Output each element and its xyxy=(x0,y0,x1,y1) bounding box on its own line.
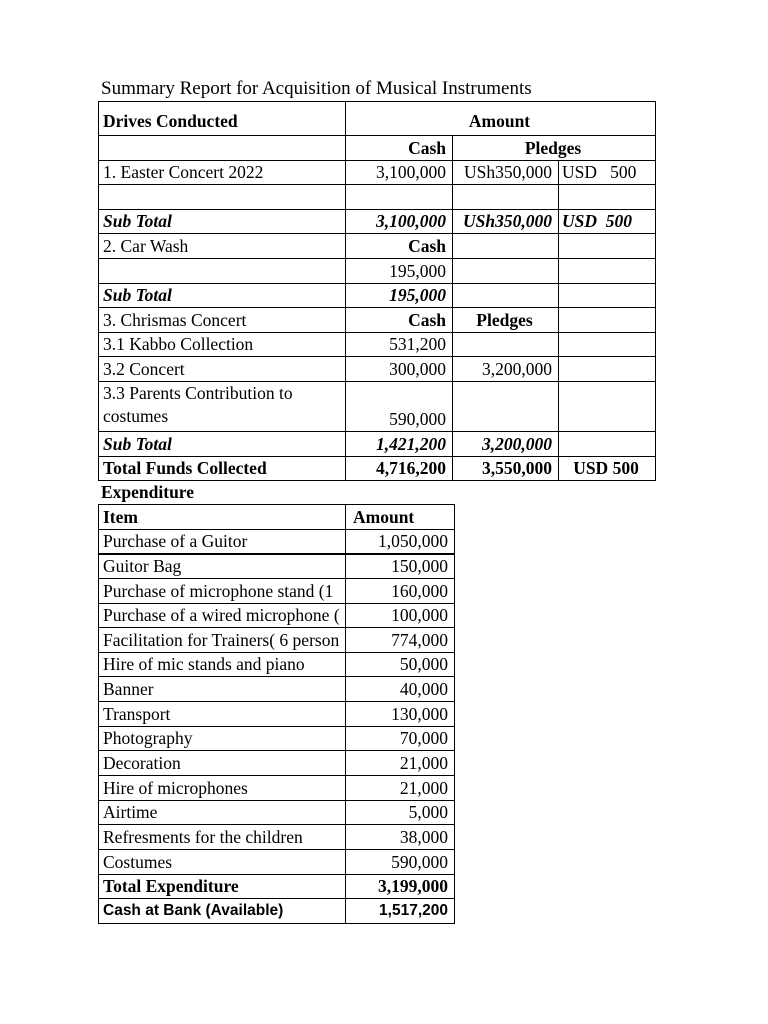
total-expenditure-label: Total Expenditure xyxy=(99,874,346,899)
empty-cell xyxy=(453,258,559,283)
parents-contribution-label: 3.3 Parents Contribution to costumes xyxy=(99,381,346,431)
item-label: Hire of mic stands and piano xyxy=(99,652,346,677)
item-label: Airtime xyxy=(99,800,346,825)
item-amount: 21,000 xyxy=(346,751,455,776)
income-header-row xyxy=(99,102,656,136)
table-row xyxy=(99,751,455,776)
income-subheader-row xyxy=(99,136,656,161)
total-funds-label: Total Funds Collected xyxy=(99,456,346,481)
easter-subtotal-cash: 3,100,000 xyxy=(346,209,453,234)
item-label: Banner xyxy=(99,677,346,702)
empty-cell xyxy=(99,258,346,283)
empty-cell xyxy=(559,185,656,210)
expenditure-section-label: Expenditure xyxy=(101,482,195,502)
concert-row xyxy=(99,357,656,382)
empty-cell xyxy=(559,234,656,259)
parents-contribution-cash: 590,000 xyxy=(346,381,453,431)
total-expenditure-row xyxy=(99,874,455,899)
item-label: Purchase of microphone stand (1 xyxy=(99,578,346,603)
christmas-pledges-header: Pledges xyxy=(453,308,559,333)
car-wash-row xyxy=(99,234,656,259)
item-label: Guitor Bag xyxy=(99,554,346,579)
item-label: Refresments for the children xyxy=(99,825,346,850)
table-row xyxy=(99,726,455,751)
parents-contribution-row xyxy=(99,381,656,431)
item-amount: 1,050,000 xyxy=(346,529,455,554)
table-row xyxy=(99,825,455,850)
cash-at-bank-label: Cash at Bank (Available) xyxy=(99,899,346,924)
table-row xyxy=(99,776,455,801)
item-amount: 40,000 xyxy=(346,677,455,702)
easter-subtotal-usd: USD 500 xyxy=(559,209,656,234)
subtotal-label: Sub Total xyxy=(99,283,346,308)
item-amount: 5,000 xyxy=(346,800,455,825)
empty-cell xyxy=(453,381,559,431)
kabbo-collection-cash: 531,200 xyxy=(346,332,453,357)
item-amount: 50,000 xyxy=(346,652,455,677)
item-amount: 70,000 xyxy=(346,726,455,751)
easter-subtotal-pledges: USh350,000 xyxy=(453,209,559,234)
cash-at-bank-row xyxy=(99,899,455,924)
item-amount: 130,000 xyxy=(346,702,455,727)
amount-header: Amount xyxy=(346,102,656,136)
report-title: Summary Report for Acquisition of Musical Instruments xyxy=(101,78,532,99)
empty-cell xyxy=(559,332,656,357)
item-label: Hire of microphones xyxy=(99,776,346,801)
easter-concert-usd: USD 500 xyxy=(559,160,656,185)
item-header: Item xyxy=(99,505,346,530)
expenditure-table xyxy=(98,504,455,924)
empty-row xyxy=(99,185,656,210)
empty-cell xyxy=(453,234,559,259)
empty-cell xyxy=(453,283,559,308)
easter-concert-label: 1. Easter Concert 2022 xyxy=(99,160,346,185)
concert-cash: 300,000 xyxy=(346,357,453,382)
empty-cell xyxy=(453,185,559,210)
item-amount: 150,000 xyxy=(346,554,455,579)
subtotal-label: Sub Total xyxy=(99,209,346,234)
item-amount: 590,000 xyxy=(346,849,455,874)
pledges-header: Pledges xyxy=(453,136,656,161)
empty-cell xyxy=(99,185,346,210)
item-label: Purchase of a wired microphone ( xyxy=(99,603,346,628)
total-funds-pledges: 3,550,000 xyxy=(453,456,559,481)
christmas-concert-label: 3. Chrismas Concert xyxy=(99,308,346,333)
car-wash-amount-row xyxy=(99,258,656,283)
table-row xyxy=(99,800,455,825)
easter-concert-cash: 3,100,000 xyxy=(346,160,453,185)
car-wash-cash: 195,000 xyxy=(346,258,453,283)
car-wash-label: 2. Car Wash xyxy=(99,234,346,259)
christmas-subtotal-pledges: 3,200,000 xyxy=(453,431,559,456)
table-row xyxy=(99,849,455,874)
kabbo-collection-row xyxy=(99,332,656,357)
total-funds-usd: USD 500 xyxy=(559,456,656,481)
empty-cell xyxy=(559,258,656,283)
cash-header: Cash xyxy=(346,136,453,161)
car-wash-cash-header: Cash xyxy=(346,234,453,259)
christmas-cash-header: Cash xyxy=(346,308,453,333)
total-funds-cash: 4,716,200 xyxy=(346,456,453,481)
table-row xyxy=(99,702,455,727)
concert-label: 3.2 Concert xyxy=(99,357,346,382)
item-label: Photography xyxy=(99,726,346,751)
item-amount: 21,000 xyxy=(346,776,455,801)
christmas-concert-row xyxy=(99,308,656,333)
table-row xyxy=(99,529,455,554)
empty-cell xyxy=(559,308,656,333)
item-label: Transport xyxy=(99,702,346,727)
expenditure-header-row xyxy=(99,505,455,530)
concert-pledges: 3,200,000 xyxy=(453,357,559,382)
table-row xyxy=(99,652,455,677)
table-row xyxy=(99,554,455,579)
cash-at-bank-amount: 1,517,200 xyxy=(346,899,455,924)
item-label: Facilitation for Trainers( 6 person xyxy=(99,628,346,653)
item-amount: 160,000 xyxy=(346,578,455,603)
table-row xyxy=(99,578,455,603)
total-expenditure-amount: 3,199,000 xyxy=(346,874,455,899)
table-row xyxy=(99,603,455,628)
empty-cell xyxy=(346,185,453,210)
item-label: Decoration xyxy=(99,751,346,776)
christmas-subtotal-row xyxy=(99,431,656,456)
item-label: Costumes xyxy=(99,849,346,874)
empty-cell xyxy=(559,357,656,382)
empty-cell xyxy=(559,381,656,431)
income-table xyxy=(98,101,656,481)
item-amount: 38,000 xyxy=(346,825,455,850)
empty-cell xyxy=(559,283,656,308)
table-row xyxy=(99,628,455,653)
empty-cell xyxy=(99,136,346,161)
kabbo-collection-label: 3.1 Kabbo Collection xyxy=(99,332,346,357)
christmas-subtotal-cash: 1,421,200 xyxy=(346,431,453,456)
item-amount: 774,000 xyxy=(346,628,455,653)
easter-concert-subtotal-row xyxy=(99,209,656,234)
car-wash-subtotal-cash: 195,000 xyxy=(346,283,453,308)
easter-concert-row xyxy=(99,160,656,185)
empty-cell xyxy=(559,431,656,456)
item-amount: 100,000 xyxy=(346,603,455,628)
empty-cell xyxy=(453,332,559,357)
table-row xyxy=(99,677,455,702)
drives-conducted-header: Drives Conducted xyxy=(99,102,346,136)
easter-concert-pledges: USh350,000 xyxy=(453,160,559,185)
item-label: Purchase of a Guitor xyxy=(99,529,346,554)
subtotal-label: Sub Total xyxy=(99,431,346,456)
car-wash-subtotal-row xyxy=(99,283,656,308)
total-funds-row xyxy=(99,456,656,481)
amount-header: Amount xyxy=(346,505,455,530)
